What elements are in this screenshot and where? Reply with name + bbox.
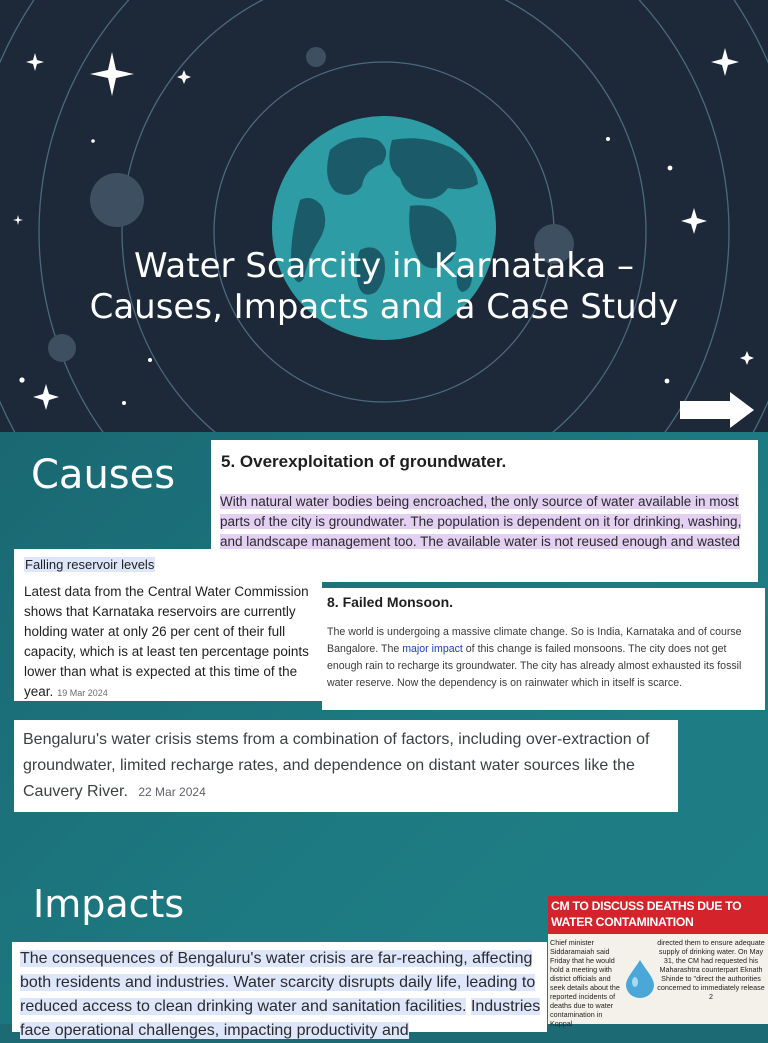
body-text: The consequences of Bengaluru's water crisis are far-reaching, affecting both residents and industries. Water scarcity disrupts daily life, leading to xyxy=(20,950,536,991)
impacts-heading: Impacts xyxy=(33,882,185,926)
highlighted-text: reduced access to clean drinking water and sanitation facilities xyxy=(20,998,463,1015)
star-icon xyxy=(681,208,707,234)
star-icon xyxy=(33,384,59,410)
body-text: The world is undergoing a massive climate change. So is India, Karnataka and of course Bangalore. The xyxy=(327,626,742,655)
planet-lower xyxy=(48,334,76,362)
body-text: Bengaluru's water crisis stems from a combination of factors, including over-extraction of groundwater, limited recharge rates, and dependence on distant water sources like the Cauvery River. xyxy=(23,731,650,800)
date-label: 19 Mar 2024 xyxy=(57,688,108,698)
body-text: . xyxy=(462,998,467,1015)
card-reservoir xyxy=(14,549,322,701)
card-reservoir-body xyxy=(24,582,320,703)
slide-title: Water Scarcity in Karnataka – Causes, Impacts and a Case Study xyxy=(89,246,679,327)
body-text: Industries face operational challenges, impacting productivity and xyxy=(20,998,541,1039)
card-impacts-body xyxy=(20,947,550,1043)
card-groundwater-heading xyxy=(221,452,506,472)
star-icon xyxy=(177,70,191,84)
arrow-right-icon[interactable] xyxy=(678,390,756,430)
highlighted-text: With natural water bodies being encroached, the only source of water available in most parts of the city is groundwater. The population is dependent on it for drinking, washing, and landscape management too. The available water is not reused enough and wasted xyxy=(220,494,741,569)
star-icon xyxy=(711,48,739,76)
card-reservoir-heading: Falling reservoir levels xyxy=(25,557,155,572)
body-text: of this change is failed monsoons. The city does not get enough rain to recharge its groundwater. The city has already almost exhausted its fossil water reserve. Now the dependency is on rainwater which in itself is scarce. xyxy=(327,643,742,689)
card-monsoon xyxy=(322,588,765,710)
news-headline-band xyxy=(548,896,768,934)
news-column-right: directed them to ensure adequate supply of drinking water. On May 31, the CM had requested his Maharashtra counterpart Eknath Shinde to "direct the authorities concerned to immediately release 2 xyxy=(657,938,765,1001)
major-impact-link[interactable]: major impact xyxy=(402,643,463,655)
causes-heading: Causes xyxy=(31,452,176,498)
star-icon xyxy=(740,351,754,365)
card-impacts xyxy=(12,942,547,1039)
space-background xyxy=(0,0,768,432)
news-headline: CM TO DISCUSS DEATHS DUE TO WATER CONTAMINATION xyxy=(551,899,742,929)
card-monsoon-heading: 8. Failed Monsoon. xyxy=(327,594,454,610)
news-clipping xyxy=(548,896,768,1028)
planet-left xyxy=(90,173,144,227)
star-icon xyxy=(26,53,44,71)
card-bengaluru xyxy=(14,720,678,812)
title-slide xyxy=(0,0,768,432)
planet-small xyxy=(306,47,326,67)
date-label: 22 Mar 2024 xyxy=(138,785,206,799)
card-monsoon-body xyxy=(327,624,759,692)
body-text: Latest data from the Central Water Commission shows that Karnataka reservoirs are currently holding water at only 26 per cent of their full capacity, which is at least ten percentage points lower than what is expected at this time of the year. xyxy=(24,584,309,699)
news-column-left: Chief minister Siddaramaiah said Friday that he would hold a meeting with district officials and seek details about the reported incidents of deaths due to water contamination in Koppal xyxy=(550,938,620,1028)
star-icon xyxy=(13,215,23,225)
heading-text: 5. Overexploitation of groundwater. xyxy=(221,452,507,471)
water-drop-icon xyxy=(624,958,656,998)
card-bengaluru-body xyxy=(23,727,673,805)
content-slide xyxy=(0,432,768,1039)
star-icon xyxy=(90,52,134,96)
